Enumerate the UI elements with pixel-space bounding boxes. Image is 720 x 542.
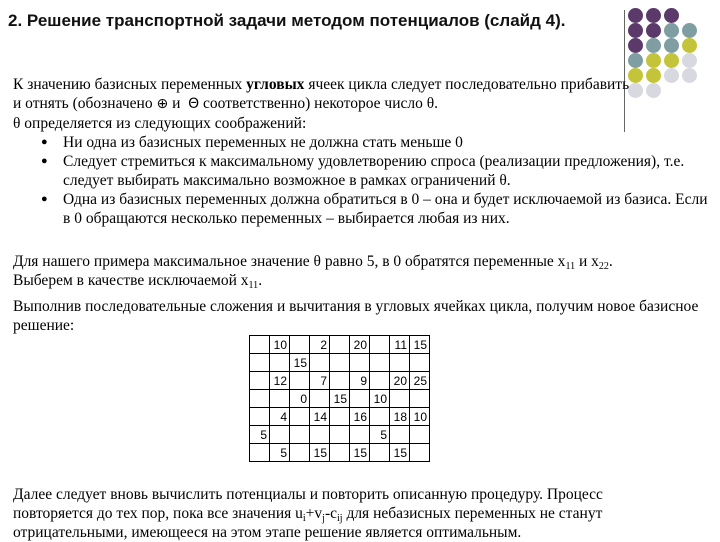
conclusion-line-2: повторяется до тех пор, пока все значения $u_i+v_j-c_{ij}$ для небазисных переменных не станут xyxy=(13,505,603,524)
table-cell xyxy=(410,444,430,462)
table-cell xyxy=(290,444,310,462)
table-cell xyxy=(290,372,310,390)
table-cell: 25 xyxy=(410,372,430,390)
decor-dot xyxy=(682,38,697,53)
intro-line-1: К значению базисных переменных угловых ячеек цикла следует последовательно прибавить xyxy=(13,76,630,93)
table-cell xyxy=(310,390,330,408)
table-cell xyxy=(390,390,410,408)
table-cell xyxy=(390,426,410,444)
intro-line-3: θ определяется из следующих соображений: xyxy=(13,115,307,132)
table-cell xyxy=(310,354,330,372)
list-item: ● Одна из базисных переменных должна обратиться в 0 – она и будет исключаемой из базиса. Если в 0 обращаются несколько переменных – выбирается любая из них. xyxy=(13,190,713,228)
decor-dot xyxy=(682,53,697,68)
table-cell xyxy=(370,444,390,462)
table-cell xyxy=(270,426,290,444)
example-line-2: Выберем в качестве исключаемой $x_{11}$. xyxy=(13,272,263,291)
decor-dot xyxy=(646,38,661,53)
table-cell: 9 xyxy=(350,372,370,390)
table-cell: 2 xyxy=(310,336,330,354)
table-cell: 10 xyxy=(270,336,290,354)
table-cell xyxy=(250,336,270,354)
decor-dot xyxy=(664,38,679,53)
table-cell xyxy=(250,408,270,426)
table-cell: 20 xyxy=(350,336,370,354)
table-cell xyxy=(290,408,310,426)
list-item: ● Следует стремиться к максимальному удовлетворению спроса (реализации предложения), т.е. следует выбирать максимально возможное в рамках ограничений θ. xyxy=(13,152,713,190)
table-cell xyxy=(270,354,290,372)
table-cell xyxy=(270,390,290,408)
decor-dot xyxy=(646,8,661,23)
table-cell: 15 xyxy=(310,444,330,462)
decor-dot xyxy=(682,23,697,38)
table-cell xyxy=(330,336,350,354)
example-line-1: Для нашего примера максимальное значение θ равно 5, в 0 обратятся переменные $x_{11}$ и $x_{22}$. xyxy=(13,253,613,272)
table-cell xyxy=(330,444,350,462)
table-cell: 5 xyxy=(370,426,390,444)
decor-dot xyxy=(646,53,661,68)
table-cell: 15 xyxy=(410,336,430,354)
table-cell: 18 xyxy=(390,408,410,426)
table-cell xyxy=(370,336,390,354)
table-cell: 16 xyxy=(350,408,370,426)
table-cell: 15 xyxy=(390,444,410,462)
table-cell xyxy=(370,372,390,390)
conclusion-line-1: Далее следует вновь вычислить потенциалы и повторить описанную процедуру. Процесс xyxy=(13,486,603,503)
table-row xyxy=(250,336,430,354)
decor-dot xyxy=(664,53,679,68)
table-row xyxy=(250,354,430,372)
intro-block xyxy=(13,75,713,228)
condition-list xyxy=(13,133,713,228)
table-cell: 15 xyxy=(290,354,310,372)
table-cell: 15 xyxy=(350,444,370,462)
table-row xyxy=(250,444,430,462)
conclusion-block xyxy=(13,485,713,542)
table-cell xyxy=(250,390,270,408)
decor-dot xyxy=(628,38,643,53)
intro-line-2: и отнять (обозначено ⊕ и Θ соответственно) некоторое число θ. xyxy=(13,95,439,112)
table-cell: 0 xyxy=(290,390,310,408)
table-cell xyxy=(290,426,310,444)
table-cell xyxy=(310,426,330,444)
table-cell: 15 xyxy=(330,390,350,408)
table-cell xyxy=(290,336,310,354)
table-cell: 14 xyxy=(310,408,330,426)
table-cell xyxy=(330,354,350,372)
table-cell: 12 xyxy=(270,372,290,390)
table-cell: 7 xyxy=(310,372,330,390)
table-cell: 4 xyxy=(270,408,290,426)
table-cell xyxy=(350,390,370,408)
table-cell: 10 xyxy=(370,390,390,408)
decor-dot xyxy=(664,23,679,38)
decor-dot xyxy=(646,23,661,38)
table-cell xyxy=(330,426,350,444)
table-cell xyxy=(370,408,390,426)
plus-circle-icon: ⊕ xyxy=(156,96,169,112)
example-block xyxy=(13,252,713,290)
decor-dot xyxy=(628,8,643,23)
list-item: ● Ни одна из базисных переменных не должна стать меньше 0 xyxy=(13,133,713,152)
table-cell xyxy=(370,354,390,372)
table-row xyxy=(250,372,430,390)
table-cell xyxy=(350,426,370,444)
table-cell xyxy=(330,372,350,390)
table-cell xyxy=(410,390,430,408)
table-row xyxy=(250,390,430,408)
table-cell xyxy=(250,354,270,372)
table-cell: 5 xyxy=(250,426,270,444)
decor-dot xyxy=(664,8,679,23)
conclusion-line-3: отрицательными, имеющееся на этом этапе решение является оптимальным. xyxy=(13,524,522,541)
table-cell xyxy=(350,354,370,372)
table-cell xyxy=(410,354,430,372)
slide-title: 2. Решение транспортной задачи методом потенциалов (слайд 4). xyxy=(8,11,566,30)
decor-dot xyxy=(628,53,643,68)
table-cell xyxy=(390,354,410,372)
table-row xyxy=(250,408,430,426)
table-cell: 11 xyxy=(390,336,410,354)
table-cell xyxy=(250,372,270,390)
decor-dot xyxy=(628,23,643,38)
table-cell xyxy=(250,444,270,462)
table-row xyxy=(250,426,430,444)
table-cell: 10 xyxy=(410,408,430,426)
table-cell xyxy=(330,408,350,426)
table-cell xyxy=(410,426,430,444)
minus-theta-icon: Θ xyxy=(188,96,200,112)
table-cell: 20 xyxy=(390,372,410,390)
transition-text: Выполнив последовательные сложения и вычитания в угловых ячейках цикла, получим новое базисное решение: xyxy=(13,298,699,334)
transport-table xyxy=(249,335,430,462)
table-cell: 5 xyxy=(270,444,290,462)
